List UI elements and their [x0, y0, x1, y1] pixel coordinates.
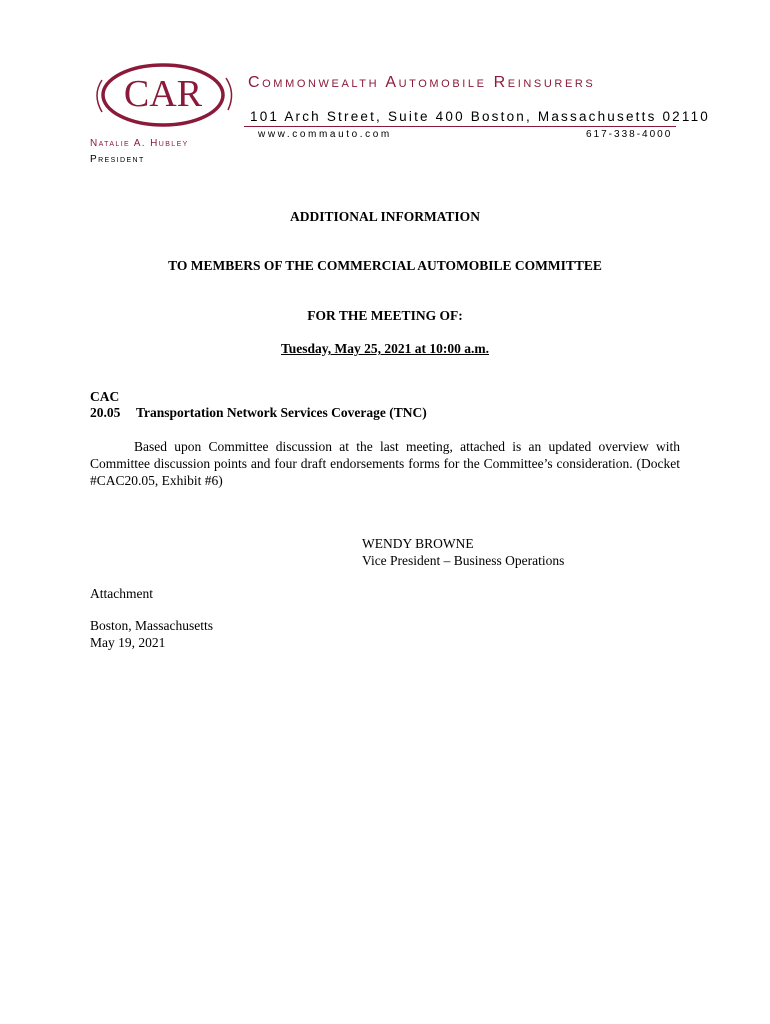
item-body-text: Based upon Committee discussion at the last meeting, attached is an updated overview with Committee discussion points and four draft endorsements forms for the Committee’s consideration. (Docket #CAC20.05, Exhibit #6)	[90, 439, 680, 488]
car-logo	[88, 60, 238, 134]
location: Boston, Massachusetts	[90, 618, 213, 633]
item-code: CAC	[90, 389, 120, 404]
org-phone: 617-338-4000	[586, 129, 673, 140]
item-body-paragraph	[90, 438, 680, 489]
org-name: Commonwealth Automobile Reinsurers	[248, 74, 596, 91]
letterhead-divider	[244, 126, 676, 127]
org-address: 101 Arch Street, Suite 400 Boston, Massachusetts 02110	[250, 109, 711, 124]
org-website: www.commauto.com	[258, 129, 392, 140]
logo-text: CAR	[123, 73, 203, 115]
heading-committee: TO MEMBERS OF THE COMMERCIAL AUTOMOBILE COMMITTEE	[168, 258, 602, 273]
heading-additional-information: ADDITIONAL INFORMATION	[290, 209, 480, 224]
signature-name: WENDY BROWNE	[362, 536, 474, 551]
heading-meeting-of: FOR THE MEETING OF:	[307, 308, 463, 323]
signature-title: Vice President – Business Operations	[362, 553, 565, 568]
president-name: Natalie A. Hubley	[90, 138, 189, 149]
item-title: Transportation Network Services Coverage (TNC)	[136, 405, 427, 420]
item-number: 20.05	[90, 405, 121, 420]
president-title: President	[90, 154, 145, 165]
meeting-date-text: Tuesday, May 25, 2021 at 10:00 a.m.	[280, 341, 489, 356]
attachment-label: Attachment	[90, 586, 153, 601]
document-date: May 19, 2021	[90, 635, 166, 650]
meeting-date	[0, 341, 770, 357]
